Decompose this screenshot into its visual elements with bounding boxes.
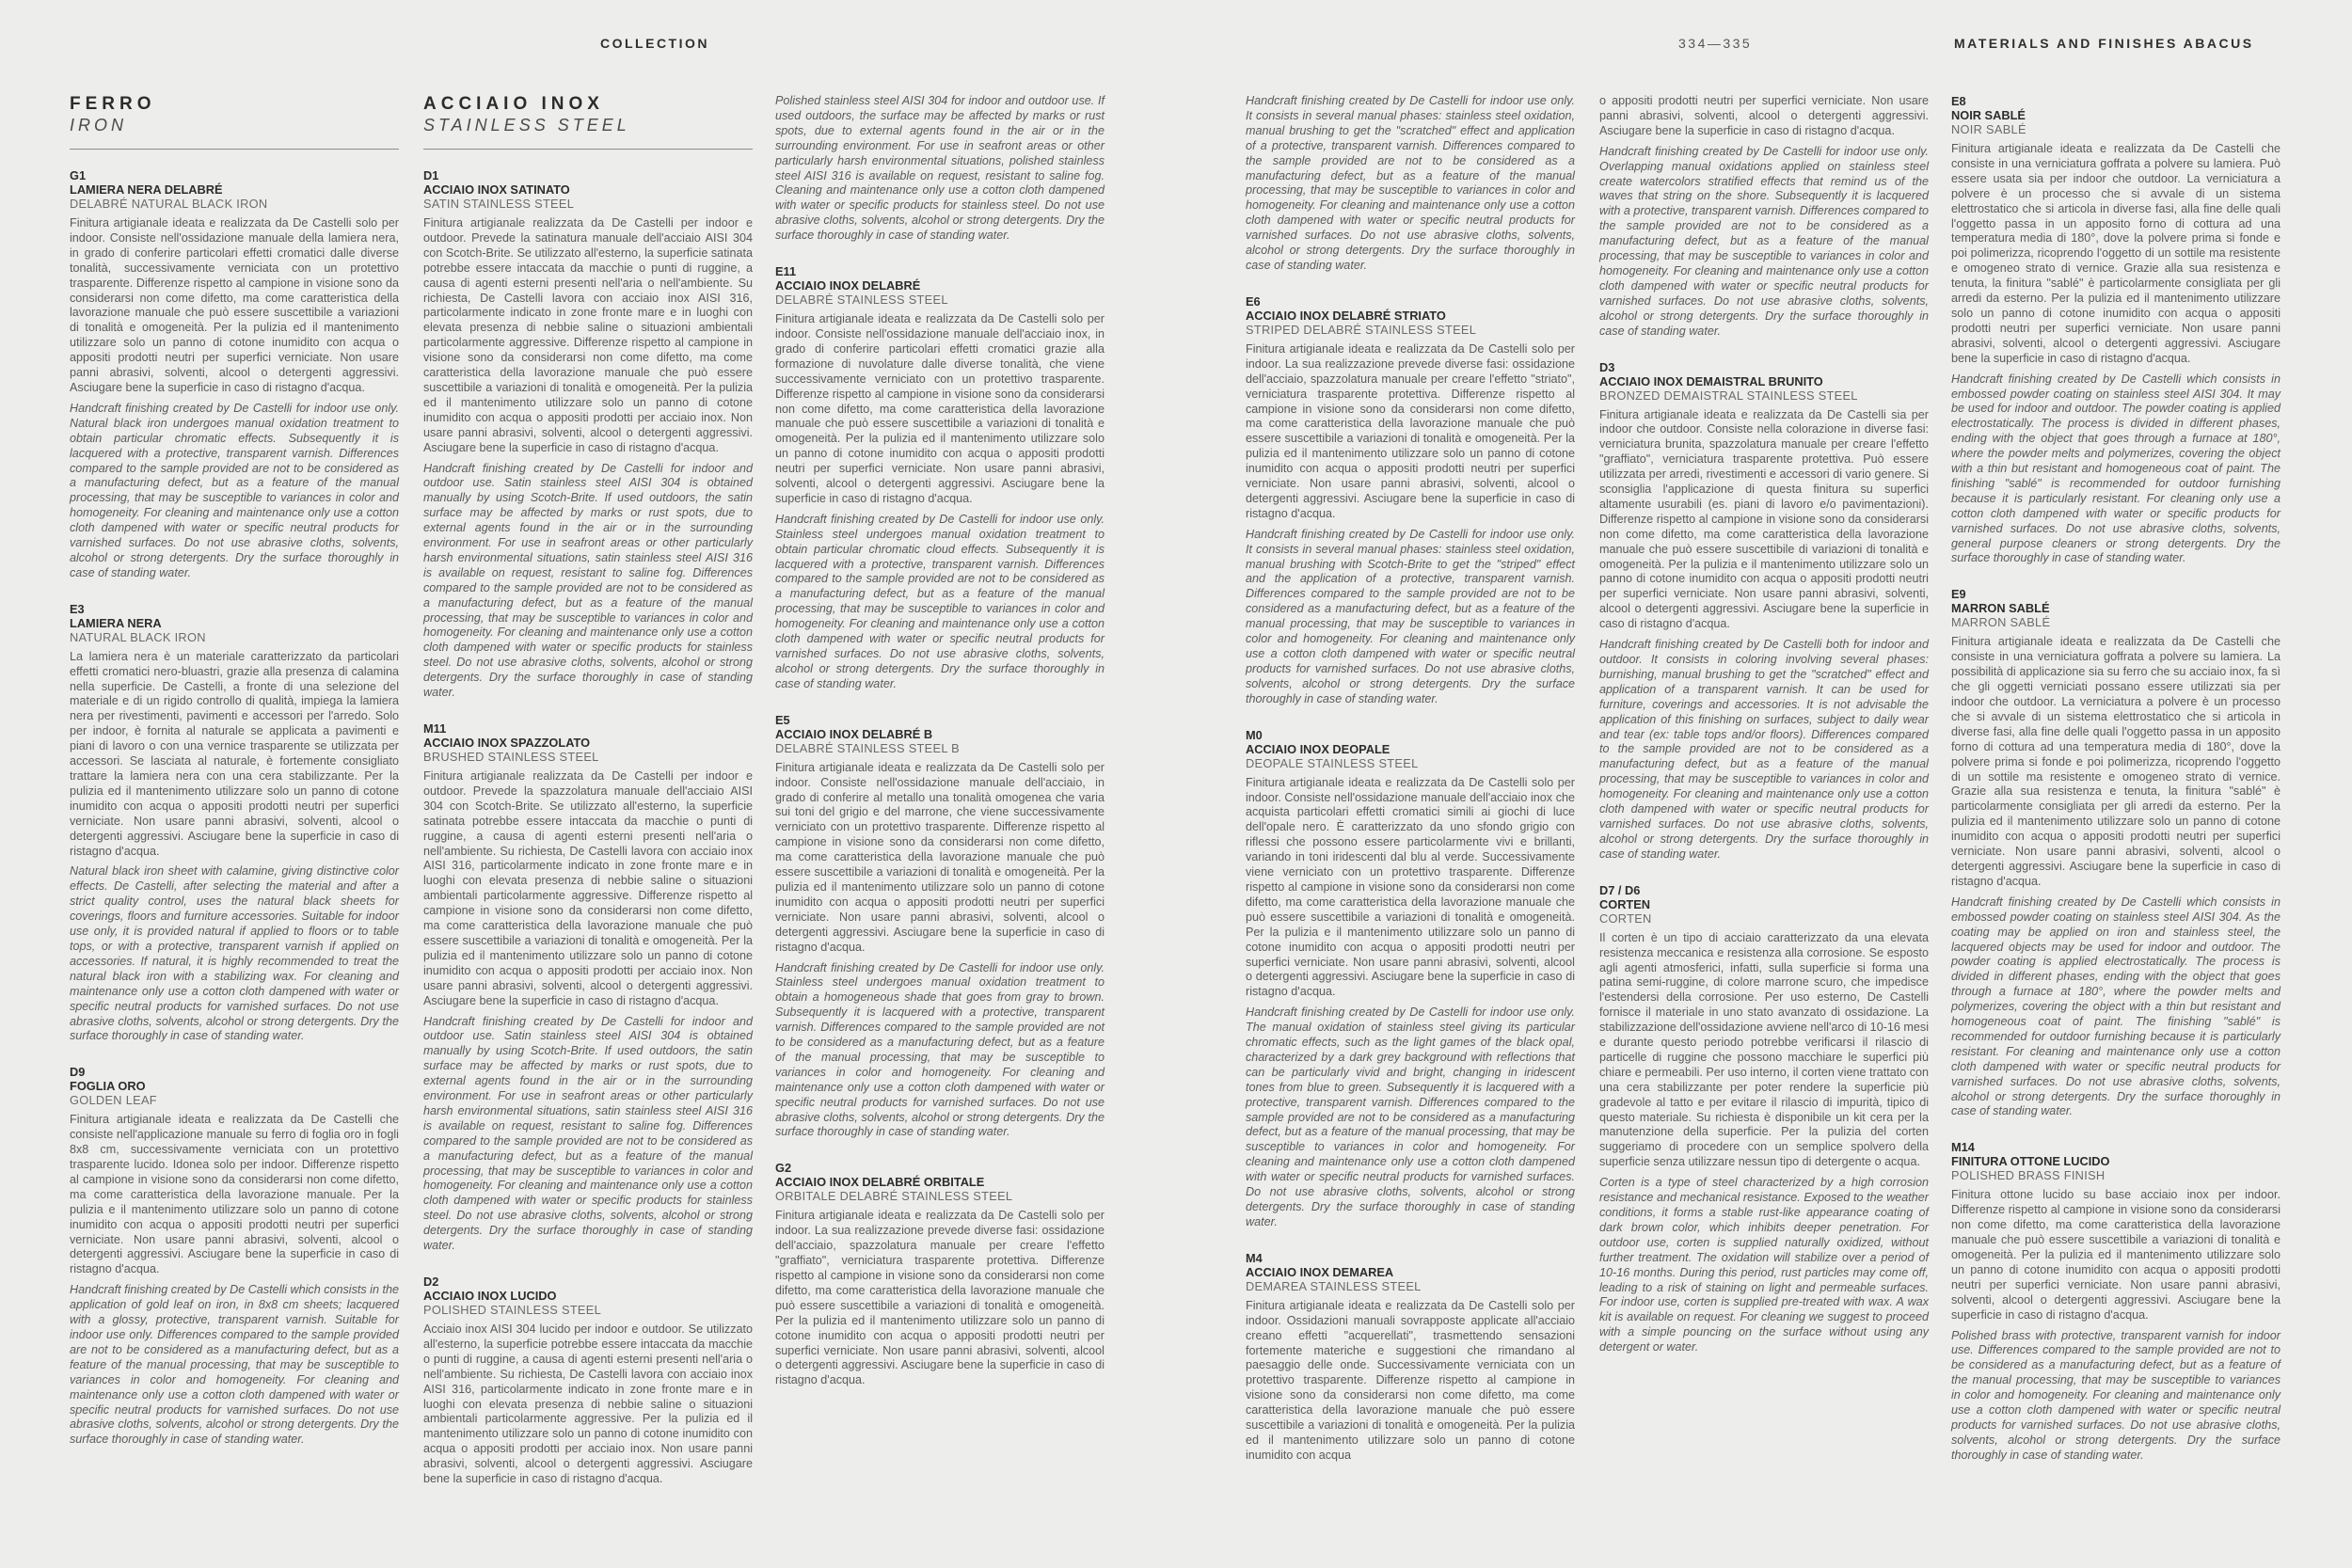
- finish-name: CORTEN: [1599, 896, 1651, 911]
- finish-name: LAMIERA NERA: [70, 615, 162, 630]
- section-divider: [70, 149, 399, 150]
- finish-entry-e6: [1246, 294, 1575, 707]
- finish-name: ACCIAIO INOX SATINATO: [423, 182, 570, 197]
- section-subtitle-stainless-steel: STAINLESS STEEL: [423, 116, 630, 135]
- finish-code: E9: [1951, 587, 1966, 602]
- section-subtitle-iron: IRON: [70, 116, 127, 135]
- italian-description: Finitura artigianale ideata e realizzata da De Castelli solo per indoor. Consiste nell'ossidazione manuale della lamiera nera, in grado di conferire particolari effetti cromatici dalle diverse tonalità, successivamente verniciata con un protettivo trasparente. Differenze rispetto al campione in visione sono da considerarsi non come difetto, ma come caratteristica della lavorazione manuale che può essere suscettibile a variazioni di tonalità e omogeneità. Per la pulizia ed il mantenimento utilizzare solo un panno di cotone inumidito con acqua o appositi prodotti neutri per superfici verniciate. Non usare panni abrasivi, solventi, alcool o detergenti aggressivi. Asciugare bene la superficie in caso di ristagno d'acqua.: [70, 216, 399, 394]
- finish-code: E11: [775, 264, 797, 279]
- column-6: [1951, 94, 2280, 1484]
- italian-description: Finitura artigianale ideata e realizzata da De Castelli solo per indoor. Consiste nell'ossidazione manuale dell'acciaio, in grado di conferire al metallo una tonalità omogenea che varia sui toni del grigio e del marrone, che viene successivamente verniciato con un protettivo trasparente. Differenze rispetto al campione in visione sono da considerarsi non come difetto, ma come caratteristica della lavorazione manuale che può essere suscettibile a variazioni di tonalità e omogeneità. Per la pulizia ed il mantenimento utilizzare solo un panno di cotone inumidito con acqua o appositi prodotti neutri per superfici verniciate. Non usare panni abrasivi, solventi, alcool o detergenti aggressivi. Asciugare bene la superficie in caso di ristagno d'acqua.: [775, 760, 1104, 954]
- finish-name: ACCIAIO INOX DEMAREA: [1246, 1264, 1394, 1279]
- italian-description: Finitura artigianale ideata e realizzata da De Castelli solo per indoor. Consiste nell'ossidazione manuale dell'acciaio inox che acquista particolari effetti cromatici simili ai giochi di luce dell'opale nero. È caratterizzato da uno sfondo grigio con riflessi che possono essere particolarmente vivi e brillanti, variando in toni iridescenti dal blu al verde. Successivamente viene verniciato con un protettivo trasparente. Differenze rispetto al campione in visione sono da considerarsi non come difetto, ma come caratteristica della lavorazione manuale che può essere suscettibile a variazioni di tonalità e omogeneità. Per la pulizia e il mantenimento utilizzare solo un panno di cotone inumidito con acqua o appositi prodotti neutri per superfici verniciate. Non usare panni abrasivi, solventi, alcool o detergenti aggressivi. Asciugare bene la superficie in caso di ristagno d'acqua.: [1246, 775, 1575, 999]
- italian-description: Finitura artigianale ideata e realizzata da De Castelli sia per indoor che outdoor. Consiste nella colorazione in diverse fasi: verniciatura brunita, spazzolatura manuale per creare l'effetto "graffiato", verniciatura trasparente protettiva. Può essere utilizzata per arredi, rivestimenti e accessori di vario genere. Si sconsiglia l'applicazione di questa finitura su superfici altamente usurabili (es. piani di lavoro e/o pavimentazioni). Differenze rispetto al campione in visione sono da considerarsi non come difetto, ma come caratteristica della lavorazione manuale che può essere suscettibile di variazioni di tonalità e omogeneità. Per la pulizia e il mantenimento utilizzare solo un panno di cotone inumidito con acqua o appositi prodotti neutri per superfici verniciate. Non usare panni abrasivi, solventi, alcool o detergenti aggressivi. Asciugare bene la superficie in caso di ristagno d'acqua.: [1599, 407, 1929, 631]
- finish-name: NOIR SABLÉ: [1951, 108, 2026, 122]
- finish-code: D1: [423, 168, 439, 182]
- section-divider: [423, 149, 753, 150]
- finish-english-name: STRIPED DELABRÉ STAINLESS STEEL: [1246, 322, 1477, 337]
- finish-english-name: GOLDEN LEAF: [70, 1093, 157, 1108]
- finish-entry-d2: [423, 1275, 753, 1487]
- finish-name: ACCIAIO INOX DELABRÉ STRIATO: [1246, 308, 1446, 323]
- italian-description: Finitura artigianale ideata e realizzata da De Castelli solo per indoor. Consiste nell'ossidazione manuale dell'acciaio inox, in grado di conferire particolari effetti cromatici grazie alla formazione di nuvolature dalle diverse tonalità, che viene successivamente verniciato con un protettivo trasparente. Differenze rispetto al campione in visione sono da considerarsi non come difetto, ma come caratteristica della lavorazione manuale che può essere suscettibile a variazioni di tonalità e omogeneità. Per la pulizia ed il mantenimento utilizzare solo un panno di cotone inumidito con acqua o appositi prodotti neutri per superfici verniciate. Non usare panni abrasivi, solventi, alcool o detergenti aggressivi. Asciugare bene la superficie in caso di ristagno d'acqua.: [775, 312, 1104, 505]
- finish-name: ACCIAIO INOX LUCIDO: [423, 1289, 557, 1303]
- finish-english-name: POLISHED BRASS FINISH: [1951, 1168, 2106, 1183]
- english-description: Polished brass with protective, transparent varnish for indoor use. Differences compared to the sample provided are not to be considered as a manufacturing defect, but as a feature of the manual processing, that may be susceptible to variances in color and homogeneity. For cleaning and maintenance only use a cotton cloth dampened with water or specific neutral products for varnished surfaces. Do not use abrasive cloths, solvents, alcohol or strong detergents. Dry the surface thoroughly in case of standing water.: [1951, 1328, 2280, 1462]
- finish-english-name: NATURAL BLACK IRON: [70, 629, 206, 644]
- finish-name: ACCIAIO INOX DELABRÉ ORBITALE: [775, 1175, 985, 1190]
- finish-entry-m11: [423, 721, 753, 1254]
- italian-description: Finitura artigianale ideata e realizzata da De Castelli che consiste in una verniciatura goffrata a polvere su lamiera. Può essere usata sia per indoor che outdoor. La verniciatura a polvere è un processo che si avvale di un sistema elettrostatico che si articola in diverse fasi, alla fine delle quali l'oggetto passa in un apposito forno di cottura ad una temperatura media di 180°, dove la polvere prima si fonde e poi polimerizza, ricoprendo l'oggetto di un sottile ma resistente e omogeneo strato di vernice. Grazie alla sua resistenza e tenuta, la finitura "sablé" è particolarmente consigliata per gli arredi da esterno. Per la pulizia ed il mantenimento utilizzare solo un panno di cotone inumidito con acqua o appositi prodotti neutri per superfici verniciate. Non usare panni abrasivi, solventi, alcool o detergenti aggressivi. Asciugare bene la superficie in caso di ristagno d'acqua.: [1951, 142, 2280, 365]
- finish-entry-m14: [1951, 1140, 2280, 1463]
- finish-entry-e3: [70, 602, 399, 1045]
- finish-code: E6: [1246, 293, 1261, 309]
- finish-entry-m0: [1246, 728, 1575, 1230]
- finish-code: G2: [775, 1161, 792, 1176]
- english-description: Handcraft finishing created by De Castelli for indoor and outdoor use. Satin stainless steel AISI 304 is obtained manually by using Scotch-Brite. If used outdoors, the satin surface may be affected by marks or rust spots, due to external agents found in the air or in the surrounding environment. For use in seafront areas or other particularly harsh environmental situations, satin stainless steel AISI 316 is available on request, resistant to saline fog. Differences compared to the sample provided are not to be considered as a manufacturing defect, but as a feature of the manual processing, that may be susceptible to variances in color and homogeneity. For cleaning and maintenance only use a cotton cloth dampened with water or specific products for stainless steel. Do not use abrasive cloths, solvents, alcohol or strong detergents. Dry the surface thoroughly in case of standing water.: [423, 461, 753, 700]
- finish-english-name: BRUSHED STAINLESS STEEL: [423, 750, 599, 764]
- finish-code: D2: [423, 1275, 439, 1289]
- english-description: Handcraft finishing created by De Castelli both for indoor and outdoor. It consists in coloring involving several phases: burnishing, manual brushing to get the "scratched" effect and application of a transparent varnish. It can be used for furniture, coverings and accessories. It is not advisable the application of this finishing on surfaces, subject to daily wear and tear (ex: table tops and/or floors). Differences compared to the sample provided are not to be considered as a manufacturing defect, but as a feature of the manual processing, that may be susceptible to variances in color and homogeneity. For cleaning and maintenance only use a cotton cloth dampened with water or specific neutral products for varnished surfaces. Do not use abrasive cloths, solvents, alcohol or strong detergents. Dry the surface thoroughly in case of standing water.: [1599, 638, 1929, 861]
- section-title-ferro: FERRO: [70, 94, 156, 114]
- english-description-g2: Handcraft finishing created by De Castelli for indoor use only. It consists in several manual phases: stainless steel oxidation, manual brushing to get the "scratched" effect and application of a protective, transparent varnish. Differences compared to the sample provided are not to be considered as a manufacturing defect, but as a feature of the manual processing, that may be susceptible to variances in color and homogeneity. For cleaning and maintenance only use a cotton cloth dampened with water or specific neutral products for varnished surfaces. Do not use abrasive cloths, solvents, alcohol or strong detergents. Dry the surface thoroughly in case of standing water.: [1246, 94, 1575, 272]
- finish-name: ACCIAIO INOX DELABRÉ: [775, 278, 921, 293]
- finish-english-name: ORBITALE DELABRÉ STAINLESS STEEL: [775, 1189, 1013, 1204]
- english-description: Handcraft finishing created by De Castelli for indoor use only. It consists in several manual phases: stainless steel oxidation, manual brushing with Scotch-Brite to get the "striped" effect and the application of a protective, transparent varnish. Differences compared to the sample provided are not to be considered as a manufacturing defect, but as a feature of the manual processing, that may be susceptible to variances in color and homogeneity. For cleaning and maintenance only use a cotton cloth dampened with water or specific neutral products for varnished surfaces. Do not use abrasive cloths, solvents, alcohol or strong detergents. Dry the surface thoroughly in case of standing water.: [1246, 527, 1575, 705]
- finish-english-name: MARRON SABLÉ: [1951, 615, 2051, 630]
- finish-entry-d7-d6: [1599, 883, 1929, 1355]
- page-numbers: 334—335: [1678, 36, 1753, 51]
- italian-description: Finitura artigianale realizzata da De Castelli per indoor e outdoor. Prevede la satinatura manuale dell'acciaio AISI 304 con Scotch-Brite. Se utilizzato all'esterno, la superficie satinata potrebbe essere intaccata da macchie o punti di ruggine, a causa di agenti esterni presenti nell'aria o nell'ambiente. Su richiesta, De Castelli lavora con acciaio inox AISI 316, particolarmente indicato in zone fronte mare e in luoghi con elevata presenza di nebbie saline o situazioni ambientali particolarmente aggressive. Differenze rispetto al campione in visione sono da considerarsi non come difetto, ma come caratteristica della lavorazione manuale che può essere suscettibile a variazioni di tonalità e omogeneità. Per la pulizia ed il mantenimento utilizzare solo un panno di cotone inumidito con acqua o appositi prodotti per acciaio inox. Non usare panni abrasivi, solventi, alcool o detergenti aggressivi. Asciugare bene la superficie in caso di ristagno d'acqua.: [423, 216, 753, 454]
- italian-description: Il corten è un tipo di acciaio caratterizzato da una elevata resistenza meccanica e resistenza alla corrosione. Se esposto agli agenti atmosferici, infatti, sulla superficie si forma una patina semi-ruggine, di colore marrone scuro, che impedisce l'estendersi della corrosione. Per uso esterno, De Castelli fornisce il materiale in uno stato avanzato di ossidazione. La stabilizzazione dell'ossidazione avviene nell'arco di 10-16 mesi e durante questo periodo potrebbe verificarsi il rilascio di particelle di ruggine che possono macchiare le superfici più chiare e permeabili. Per uso interno, il corten viene trattato con una cera stabilizzante per poter rendere la superficie più gradevole al tatto e per evitare il rilascio di impurità, tipico di questo materiale. Su richiesta è disponibile un kit cera per la manutenzione della superficie. Per la pulizia del corten suggeriamo di procedere con un semplice spolvero della superficie senza utilizzare nessun tipo di detergente o acqua.: [1599, 930, 1930, 1169]
- italian-description: Finitura ottone lucido su base acciaio inox per indoor. Differenze rispetto al campione in visione sono da considerarsi non come difetto, ma come caratteristica della lavorazione manuale che può essere suscettibile a variazioni di tonalità e omogeneità. Per la pulizia ed il mantenimento utilizzare solo un panno di cotone inumidito con acqua o appositi prodotti neutri per superfici verniciate. Non usare panni abrasivi, solventi, alcool o detergenti aggressivi. Asciugare bene la superficie in caso di ristagno d'acqua.: [1951, 1188, 2280, 1322]
- finish-entry-d9: [70, 1065, 399, 1448]
- finish-english-name: DEOPALE STAINLESS STEEL: [1246, 755, 1419, 770]
- finish-code: D7 / D6: [1599, 882, 1641, 897]
- english-description: Handcraft finishing created by De Castelli which consists in the application of gold leaf on iron, in 8x8 cm sheets; lacquered with a glossy, protective, transparent varnish. Suitable for indoor use only. Differences compared to the sample provided are not to be considered as a manufacturing defect, but as a feature of the manual processing, that may be susceptible to variances in color and homogeneity. For cleaning and maintenance only use a cotton cloth dampened with water or specific neutral products for varnished surfaces. Do not use abrasive cloths, solvents, alcohol or strong detergents. Dry the surface thoroughly in case of standing water.: [70, 1283, 399, 1447]
- english-description: Handcraft finishing created by De Castelli for indoor use only. The manual oxidation of stainless steel giving its particular chromatic effects, such as the light games of the black opal, characterized by a dark grey background with reflections that can be particularly vivid and bright, changing in iridescent tones from blue to green. Subsequently it is lacquered with a protective, transparent varnish. Differences compared to the sample provided are not to be considered as a manufacturing defect, but as a feature of the manual processing, that may be susceptible to variances in color and homogeneity. For cleaning and maintenance only use a cotton cloth dampened with water or specific neutral products for varnished surfaces. Do not use abrasive cloths, solvents, alcohol or strong detergents. Dry the surface thoroughly in case of standing water.: [1246, 1006, 1575, 1228]
- italian-description: Finitura artigianale ideata e realizzata da De Castelli che consiste in una verniciatura goffrata a polvere su lamiera. La possibilità di applicazione sia su ferro che su acciaio inox, fa sì che gli oggetti verniciati possano essere utilizzati sia per indoor che outdoor. La verniciatura a polvere è un processo che si avvale di un sistema elettrostatico che si articola in diverse fasi, alla fine delle quali l'oggetto passa in un apposito forno di cottura ad una temperatura media di 180°, dove la polvere prima si fonde e poi polimerizza, ricoprendo l'oggetto di un sottile ma resistente e omogeneo strato di vernice. Grazie alla sua resistenza e tenuta, la finitura "sablé" è particolarmente consigliata per gli arredi da esterno. Per la pulizia ed il mantenimento utilizzare solo un panno di cotone inumidito con acqua o appositi prodotti neutri per superfici verniciate. Non usare panni abrasivi, solventi, alcool o detergenti aggressivi. Asciugare bene la superficie in caso di ristagno d'acqua.: [1951, 635, 2280, 888]
- column-3: [775, 94, 1104, 1409]
- finish-entry-m4: [1246, 1251, 1575, 1464]
- finish-code: M11: [423, 721, 447, 736]
- finish-english-name: DEMAREA STAINLESS STEEL: [1246, 1278, 1422, 1293]
- italian-description: Finitura artigianale ideata e realizzata da De Castelli solo per indoor. Ossidazioni manuali sovrapposte applicate all'acciaio creano effetti "acquerellati", trasmettendo sensazioni fortemente materiche e suggestioni che rimandano al paesaggio delle onde. Successivamente verniciata con un protettivo trasparente. Differenze rispetto al campione in visione sono da considerarsi non come difetto, ma come caratteristica della lavorazione manuale che può essere suscettibile a variazioni di tonalità e omogeneità. Per la pulizia ed il mantenimento utilizzare solo un panno di cotone inumidito con acqua: [1246, 1298, 1575, 1462]
- italian-description: Finitura artigianale ideata e realizzata da De Castelli che consiste nell'applicazione manuale su ferro di foglia oro in fogli 8x8 cm, successivamente verniciata con un protettivo trasparente lucido. Idonea solo per indoor. Differenze rispetto al campione in visione sono da considerarsi non come difetto, ma come caratteristica della lavorazione manuale. Per la pulizia e il mantenimento utilizzare solo un panno di cotone inumidito con acqua o appositi prodotti neutri per superfici verniciate. Non usare panni abrasivi, solventi, alcool o detergenti aggressivi. Asciugare bene la superficie in caso di ristagno d'acqua.: [70, 1113, 399, 1276]
- running-header-collection: COLLECTION: [600, 36, 709, 51]
- finish-code: M14: [1951, 1140, 1975, 1155]
- english-description: Handcraft finishing created by De Castelli for indoor use only. Stainless steel undergoes manual oxidation treatment to obtain particular chromatic cloud effects. Subsequently it is lacquered with a protective, transparent varnish. Differences compared to the sample provided are not to be considered as a manufacturing defect, but as a feature of the manual processing, that may be susceptible to variances in color and homogeneity. For cleaning and maintenance only use a cotton cloth dampened with water or specific neutral products for varnished surfaces. Do not use abrasive cloths, solvents, alcohol or strong detergents. Dry the surface thoroughly in case of standing water.: [775, 512, 1104, 690]
- finish-english-name: DELABRÉ STAINLESS STEEL B: [775, 740, 960, 755]
- finish-code: D9: [70, 1065, 86, 1080]
- english-description: Corten is a type of steel characterized by a high corrosion resistance and mechanical resistance. Exposed to the weather conditions, it forms a stable rust-like appearance coating of dark brown color, which inhibits deeper penetration. For outdoor use, corten is supplied naturally oxidized, without further treatment. The oxidation will stabilize over a period of 10-16 months. During this period, rust particles may come off, leading to a risk of staining on light and permeable surfaces. For indoor use, corten is supplied pre-treated with wax. A wax kit is available on request. For cleaning we suggest to proceed with a simple pouncing on the surface without using any detergent or water.: [1599, 1176, 1929, 1354]
- running-header-abacus: MATERIALS AND FINISHES ABACUS: [1954, 36, 2254, 51]
- finish-code: D3: [1599, 359, 1615, 374]
- english-description: Handcraft finishing created by De Castelli for indoor use only. Natural black iron undergoes manual oxidation treatment to obtain particular chromatic effects. Subsequently it is lacquered with a protective, transparent varnish. Differences compared to the sample provided are not to be considered as a manufacturing defect, but as a feature of the manual processing, that may be susceptible to variances in color and homogeneity. For cleaning and maintenance only use a cotton cloth dampened with water or specific neutral products for varnished surfaces. Do not use abrasive cloths, solvents, alcohol or strong detergents. Dry the surface thoroughly in case of standing water.: [70, 401, 399, 579]
- english-description: Handcraft finishing created by De Castelli for indoor and outdoor use. Satin stainless steel AISI 304 is obtained manually by using Scotch-Brite. If used outdoors, the satin surface may be affected by marks or rust spots, due to external agents found in the air or in the surrounding environment. For use in seafront areas or other particularly harsh environmental situations, satin stainless steel AISI 316 is available on request, resistant to saline fog. Differences compared to the sample provided are not to be considered as a manufacturing defect, but as a feature of the manual processing, that may be susceptible to variances in color and homogeneity. For cleaning and maintenance only use a cotton cloth dampened with water or specific products for stainless steel. Do not use abrasive cloths, solvents, alcohol or strong detergents. Dry the surface thoroughly in case of standing water.: [423, 1014, 753, 1253]
- finish-name: LAMIERA NERA DELABRÉ: [70, 182, 223, 197]
- finish-english-name: NOIR SABLÉ: [1951, 122, 2026, 136]
- finish-english-name: DELABRÉ STAINLESS STEEL: [775, 293, 948, 308]
- english-description: Handcraft finishing created by De Castelli which consists in embossed powder coating on stainless steel AISI 304. As the coating may be applied on iron and stainless steel, the lacquered objects may be used for indoor and outdoor. The powder coating is applied electrostatically. The process is divided in different phases, ending with the object that goes through a furnace at 180°, where the powder melts and polymerizes, covering the object with a thin but resistant and homogeneous coat of paint. The finishing "sablé" is recommended for outdoor furnishing because it is particularly resistant. For cleaning and maintenance only use a cotton cloth dampened with water or specific neutral products for varnished surfaces. Do not use abrasive cloths, solvents, alcohol or strong detergents. Dry the surface thoroughly in case of standing water.: [1951, 895, 2280, 1118]
- column-ferro: [70, 94, 399, 1468]
- finish-name: ACCIAIO INOX DEOPALE: [1246, 741, 1391, 756]
- column-5: [1599, 94, 1929, 1376]
- finish-english-name: SATIN STAINLESS STEEL: [423, 197, 575, 211]
- italian-description: Acciaio inox AISI 304 lucido per indoor e outdoor. Se utilizzato all'esterno, la superficie potrebbe essere intaccata da macchie o punti di ruggine, a causa di agenti esterni presenti nell'aria o nell'ambiente. Su richiesta, De Castelli lavora con acciaio inox AISI 316, particolarmente indicato in zone fronte mare e in luoghi con elevata presenza di nebbie saline o situazioni ambientali particolarmente aggressive. Per la pulizia ed il mantenimento utilizzare solo un panno di cotone inumidito con acqua o appositi prodotti per acciaio inox. Non usare panni abrasivi, solventi, alcool o detergenti aggressivi. Asciugare bene la superficie in caso di ristagno d'acqua.: [423, 1323, 753, 1486]
- finish-code: M4: [1246, 1250, 1263, 1265]
- english-description-d2: Polished stainless steel AISI 304 for indoor and outdoor use. If used outdoors, the surface may be affected by marks or rust spots, due to external agents found in the air or in the surrounding environment. For use in seafront areas or other particularly harsh environmental situations, polished stainless steel AISI 316 is available on request, resistant to saline fog. Cleaning and maintenance only use a cotton cloth dampened with water or specific products for stainless steel. Do not use abrasive cloths, solvents, alcohol or strong detergents. Dry the surface thoroughly in case of standing water.: [775, 94, 1104, 243]
- finish-name: ACCIAIO INOX DELABRÉ B: [775, 726, 933, 741]
- finish-english-name: CORTEN: [1599, 911, 1652, 926]
- english-description: Handcraft finishing created by De Castelli for indoor use only. Stainless steel undergoes manual oxidation treatment to obtain a homogeneous shade that goes from gray to brown. Subsequently it is lacquered with a protective, transparent varnish. Differences compared to the sample provided are not to be considered as a manufacturing defect, but as a feature of the manual processing, that may be susceptible to variances in color and homogeneity. For cleaning and maintenance only use a cotton cloth dampened with water or specific neutral products for varnished surfaces. Do not use abrasive cloths, solvents, alcohol or strong detergents. Dry the surface thoroughly in case of standing water.: [775, 960, 1104, 1139]
- section-title-acciaio-inox: ACCIAIO INOX: [423, 94, 604, 114]
- column-acciaio-inox: [423, 94, 753, 1508]
- finish-code: G1: [70, 168, 87, 182]
- italian-description: Finitura artigianale realizzata da De Castelli per indoor e outdoor. Prevede la spazzolatura manuale dell'acciaio AISI 304 con Scotch-Brite. Se utilizzato all'esterno, la superficie satinata potrebbe essere intaccata da macchie o punti di ruggine, a causa di agenti esterni presenti nell'aria o nell'ambiente. Su richiesta, De Castelli lavora con acciaio inox AISI 316, particolarmente indicato in zone fronte mare e in luoghi con elevata presenza di nebbie saline o situazioni ambientali particolarmente aggressive. Differenze rispetto al campione in visione sono da considerarsi non come difetto, ma come caratteristica della lavorazione manuale che può essere suscettibile a variazioni di tonalità e omogeneità. Per la pulizia ed il mantenimento utilizzare solo un panno di cotone inumidito con acqua o appositi prodotti per acciaio inox. Non usare panni abrasivi, solventi, alcool o detergenti aggressivi. Asciugare bene la superficie in caso di ristagno d'acqua.: [423, 769, 753, 1007]
- english-description-m4: Handcraft finishing created by De Castelli for indoor use only. Overlapping manual oxidations applied on stainless steel create watercolors stratified effects that remind us of the waves that string on the shore. Subsequently it is lacquered with a protective, transparent varnish. Differences compared to the sample provided are not to be considered as a manufacturing defect, but as a feature of the manual processing, that may be susceptible to variances in color and homogeneity. For cleaning and maintenance only use a cotton cloth dampened with water or specific neutral products for varnished surfaces. Do not use abrasive cloths, solvents, alcohol or strong detergents. Dry the surface thoroughly in case of standing water.: [1599, 144, 1929, 338]
- finish-english-name: DELABRÉ NATURAL BLACK IRON: [70, 197, 268, 211]
- finish-code: M0: [1246, 727, 1263, 742]
- finish-name: FINITURA OTTONE LUCIDO: [1951, 1154, 2110, 1169]
- finish-name: ACCIAIO INOX DEMAISTRAL BRUNITO: [1599, 373, 1823, 388]
- finish-entry-g2: [775, 1161, 1104, 1388]
- column-4: [1246, 94, 1575, 1484]
- finish-entry-d3: [1599, 360, 1929, 863]
- finish-entry-g1: [70, 168, 399, 581]
- finish-entry-e11: [775, 264, 1104, 692]
- finish-entry-e8: [1951, 94, 2280, 566]
- finish-entry-e9: [1951, 587, 2280, 1119]
- finish-code: E5: [775, 712, 790, 727]
- italian-description: La lamiera nera è un materiale caratterizzato da particolari effetti cromatici nero-bluastri, grazie alla presenza di calamina nella superficie. De Castelli, a fronte di una selezione del materiale e di un rigido controllo di qualità, impiega la lamiera nera per rivestimenti, pavimenti e accessori per l'arredo. Solo per indoor, è fornita al naturale se applicata a pavimenti e piani di lavoro o con una vernice trasparente se utilizzata per accessori. Se lasciata al naturale, è fortemente consigliato trattare la lamiera nera con una cera stabilizzante. Per la pulizia ed il mantenimento utilizzare solo un panno di cotone inumidito con acqua o appositi prodotti neutri per superfici verniciate. Non usare panni abrasivi, solventi, alcool o detergenti aggressivi. Asciugare bene la superficie in caso di ristagno d'acqua.: [70, 649, 399, 858]
- finish-name: MARRON SABLÉ: [1951, 601, 2050, 616]
- finish-name: ACCIAIO INOX SPAZZOLATO: [423, 736, 591, 750]
- finish-code: E8: [1951, 94, 1966, 108]
- finish-code: E3: [70, 601, 85, 616]
- finish-english-name: POLISHED STAINLESS STEEL: [423, 1303, 602, 1317]
- italian-description: Finitura artigianale ideata e realizzata da De Castelli solo per indoor. La sua realizzazione prevede diverse fasi: ossidazione dell'acciaio, spazzolatura manuale per creare l'effetto "striato", verniciatura trasparente protettiva. Differenze rispetto al campione in visione sono da considerarsi non come difetto, ma come caratteristica della lavorazione manuale che può essere suscettibile a variazioni di tonalità e omogeneità. Per la pulizia ed il mantenimento utilizzare solo un panno di cotone inumidito con acqua o appositi prodotti neutri per superfici verniciate. Non usare panni abrasivi, solventi, alcool o detergenti aggressivi. Asciugare bene la superficie in caso di ristagno d'acqua.: [1246, 341, 1575, 520]
- finish-english-name: BRONZED DEMAISTRAL STAINLESS STEEL: [1599, 388, 1858, 403]
- finish-entry-d1: [423, 168, 753, 701]
- finish-entry-e5: [775, 713, 1104, 1141]
- finish-name: FOGLIA ORO: [70, 1079, 146, 1094]
- english-description: Handcraft finishing created by De Castelli which consists in embossed powder coating on stainless steel AISI 304. It may be used for indoor and outdoor. The powder coating is applied electrostatically. The process is divided in different phases, ending with the object that goes through a furnace at 180°, where the powder melts and polymerizes, covering the object with a thin but resistant and homogeneous coat of paint. The finishing "sablé" is recommended for outdoor furnishing because it is particularly resistant. For cleaning only use a cotton cloth dampened with water or specific products for varnished surfaces. Do not use abrasive cloths, solvents, general purpose cleaners or strong detergents. Dry the surface thoroughly in case of standing water.: [1951, 372, 2280, 565]
- english-description: Natural black iron sheet with calamine, giving distinctive color effects. De Castelli, after selecting the material and after a strict quality control, uses the natural black sheets for coverings, floors and furniture accessories. Suitable for indoor use only, it is provided natural if applied to floors or to table tops, or with a protective, transparent varnish if applied on accessories. If natural, it is highly recommended to treat the natural black iron with a stabilizing wax. For cleaning and maintenance only use a cotton cloth dampened with water or specific neutral products for varnished surfaces. Do not use abrasive cloths, solvents, alcohol or strong detergents. Dry the surface thoroughly in case of standing water.: [70, 864, 399, 1043]
- italian-description-m4-cont: o appositi prodotti neutri per superfici verniciate. Non usare panni abrasivi, solventi, alcool o detergenti aggressivi. Asciugare bene la superficie in caso di ristagno d'acqua.: [1599, 94, 1929, 137]
- italian-description: Finitura artigianale ideata e realizzata da De Castelli solo per indoor. La sua realizzazione prevede diverse fasi: ossidazione dell'acciaio, spazzolatura manuale per creare l'effetto "graffiato", verniciatura trasparente protettiva. Differenze rispetto al campione in visione sono da considerarsi non come difetto, ma come caratteristica della lavorazione manuale che può essere suscettibile a variazioni di tonalità e omogeneità. Per la pulizia ed il mantenimento utilizzare solo un panno di cotone inumidito con acqua o appositi prodotti neutri per superfici verniciate. Non usare panni abrasivi, solventi, alcool o detergenti aggressivi. Asciugare bene la superficie in caso di ristagno d'acqua.: [775, 1209, 1104, 1387]
